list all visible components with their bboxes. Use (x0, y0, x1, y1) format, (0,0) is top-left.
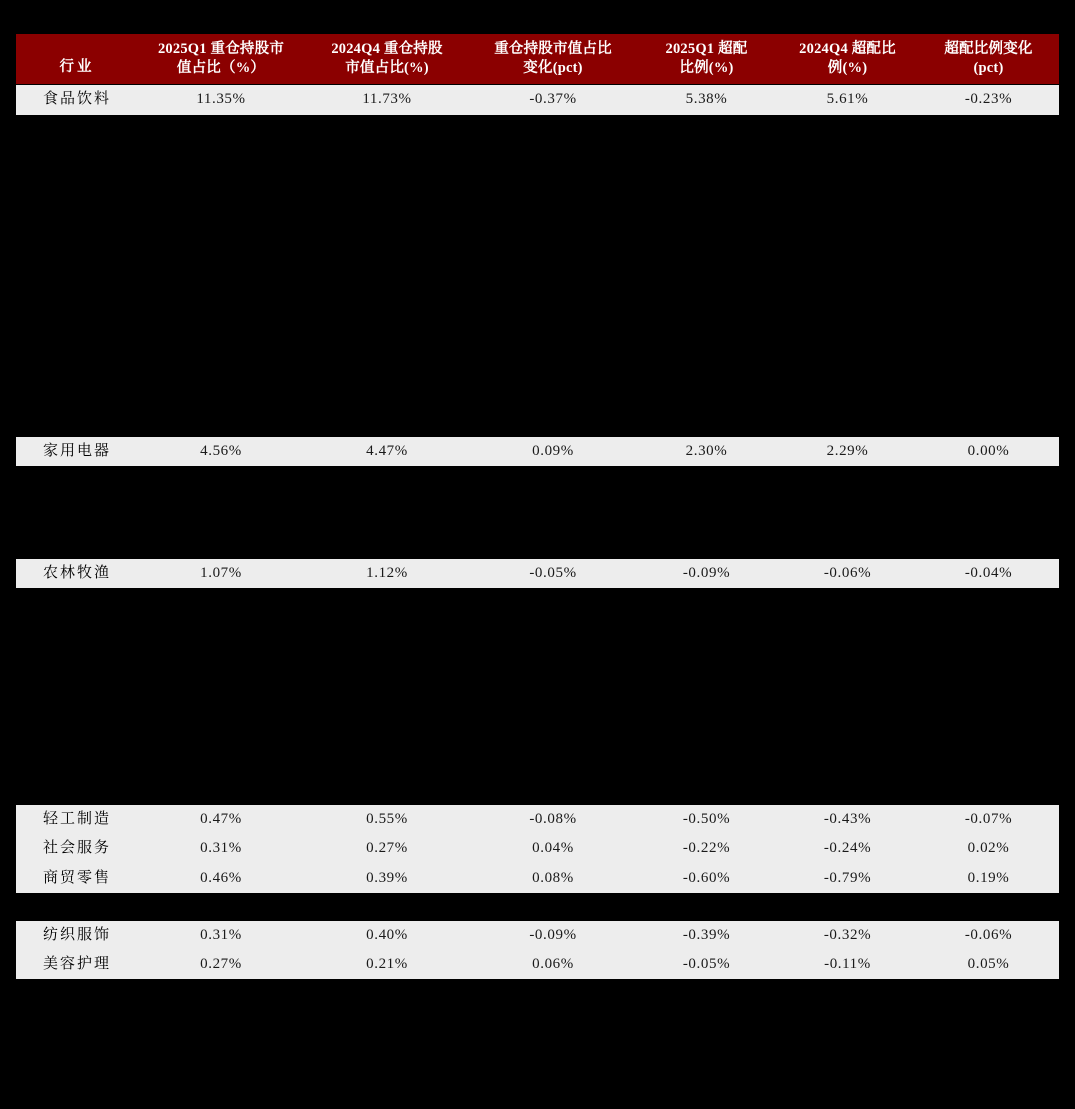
table-row (16, 559, 1059, 588)
cell-industry: 农林牧渔 (16, 559, 138, 588)
header-line: 行业 (59, 59, 95, 76)
cell-value: -0.22% (636, 834, 777, 863)
cell-value: -0.24% (777, 834, 918, 863)
header-row (16, 34, 1059, 85)
cell-value: 5.38% (636, 85, 777, 115)
cell-value: 0.00% (918, 437, 1059, 466)
cell-value: -0.37% (470, 85, 636, 115)
cell-value: 0.55% (304, 805, 470, 834)
table-row (16, 834, 1059, 863)
cell-value: -0.06% (918, 921, 1059, 950)
cell-industry: 家用电器 (16, 437, 138, 466)
cell-value: -0.43% (777, 805, 918, 834)
cell-value: 0.02% (918, 834, 1059, 863)
cell-industry: 社会服务 (16, 834, 138, 863)
industry-holdings-table (16, 34, 1059, 979)
cell-value: 0.40% (304, 921, 470, 950)
header-line: 2025Q1 超配 (665, 41, 748, 57)
table-body (16, 85, 1059, 980)
cell-value: 0.47% (138, 805, 304, 834)
cell-value: -0.39% (636, 921, 777, 950)
header-line: 市值占比(%) (345, 60, 429, 77)
column-header-industry (16, 34, 138, 85)
row-gap (16, 893, 1059, 921)
header-line: 比例(%) (679, 60, 734, 77)
cell-industry: 轻工制造 (16, 805, 138, 834)
cell-value: 0.09% (470, 437, 636, 466)
cell-value: 0.21% (304, 950, 470, 979)
cell-value: -0.11% (777, 950, 918, 979)
header-line: (pct) (973, 60, 1004, 77)
row-gap (16, 588, 1059, 805)
table-header (16, 34, 1059, 85)
cell-value: -0.09% (636, 559, 777, 588)
table-row (16, 950, 1059, 979)
cell-value: 0.31% (138, 834, 304, 863)
cell-value: 0.08% (470, 864, 636, 893)
cell-value: 11.73% (304, 85, 470, 115)
column-header-q4-2024-overweight (777, 34, 918, 85)
cell-industry: 商贸零售 (16, 864, 138, 893)
header-line: 值占比（%） (176, 60, 266, 77)
cell-value: 4.47% (304, 437, 470, 466)
row-gap-cell (16, 893, 1059, 921)
cell-value: -0.09% (470, 921, 636, 950)
cell-value: -0.60% (636, 864, 777, 893)
cell-value: -0.79% (777, 864, 918, 893)
cell-value: -0.05% (470, 559, 636, 588)
cell-value: 0.46% (138, 864, 304, 893)
cell-value: 0.39% (304, 864, 470, 893)
cell-value: 0.04% (470, 834, 636, 863)
header-line: 变化(pct) (523, 60, 583, 77)
column-header-q1-2025-heavy-share (138, 34, 304, 85)
cell-industry: 纺织服饰 (16, 921, 138, 950)
header-line: 重仓持股市值占比 (494, 41, 612, 57)
header-line: 2024Q4 重仓持股 (331, 41, 443, 57)
cell-value: -0.05% (636, 950, 777, 979)
cell-industry: 美容护理 (16, 950, 138, 979)
cell-value: 0.27% (138, 950, 304, 979)
cell-value: 1.07% (138, 559, 304, 588)
header-line: 例(%) (827, 60, 868, 77)
table-container (16, 34, 1059, 979)
cell-value: 1.12% (304, 559, 470, 588)
row-gap (16, 466, 1059, 559)
cell-value: -0.04% (918, 559, 1059, 588)
cell-value: 4.56% (138, 437, 304, 466)
cell-value: 0.19% (918, 864, 1059, 893)
cell-value: 2.29% (777, 437, 918, 466)
cell-value: 0.31% (138, 921, 304, 950)
cell-value: -0.32% (777, 921, 918, 950)
column-header-heavy-share-change (470, 34, 636, 85)
cell-value: -0.08% (470, 805, 636, 834)
column-header-q1-2025-overweight (636, 34, 777, 85)
row-gap-cell (16, 588, 1059, 805)
cell-value: 2.30% (636, 437, 777, 466)
table-row (16, 85, 1059, 115)
table-row (16, 864, 1059, 893)
cell-value: -0.06% (777, 559, 918, 588)
cell-value: 0.06% (470, 950, 636, 979)
cell-value: 5.61% (777, 85, 918, 115)
cell-value: -0.07% (918, 805, 1059, 834)
cell-value: 0.27% (304, 834, 470, 863)
table-row (16, 437, 1059, 466)
cell-value: -0.50% (636, 805, 777, 834)
header-line: 2024Q4 超配比 (799, 41, 896, 57)
table-row (16, 921, 1059, 950)
table-row (16, 805, 1059, 834)
row-gap-cell (16, 115, 1059, 437)
column-header-q4-2024-heavy-share (304, 34, 470, 85)
header-line: 超配比例变化 (944, 41, 1033, 57)
column-header-overweight-change (918, 34, 1059, 85)
cell-industry: 食品饮料 (16, 85, 138, 115)
row-gap (16, 115, 1059, 437)
cell-value: 0.05% (918, 950, 1059, 979)
cell-value: -0.23% (918, 85, 1059, 115)
cell-value: 11.35% (138, 85, 304, 115)
row-gap-cell (16, 466, 1059, 559)
header-line: 2025Q1 重仓持股市 (157, 41, 285, 57)
